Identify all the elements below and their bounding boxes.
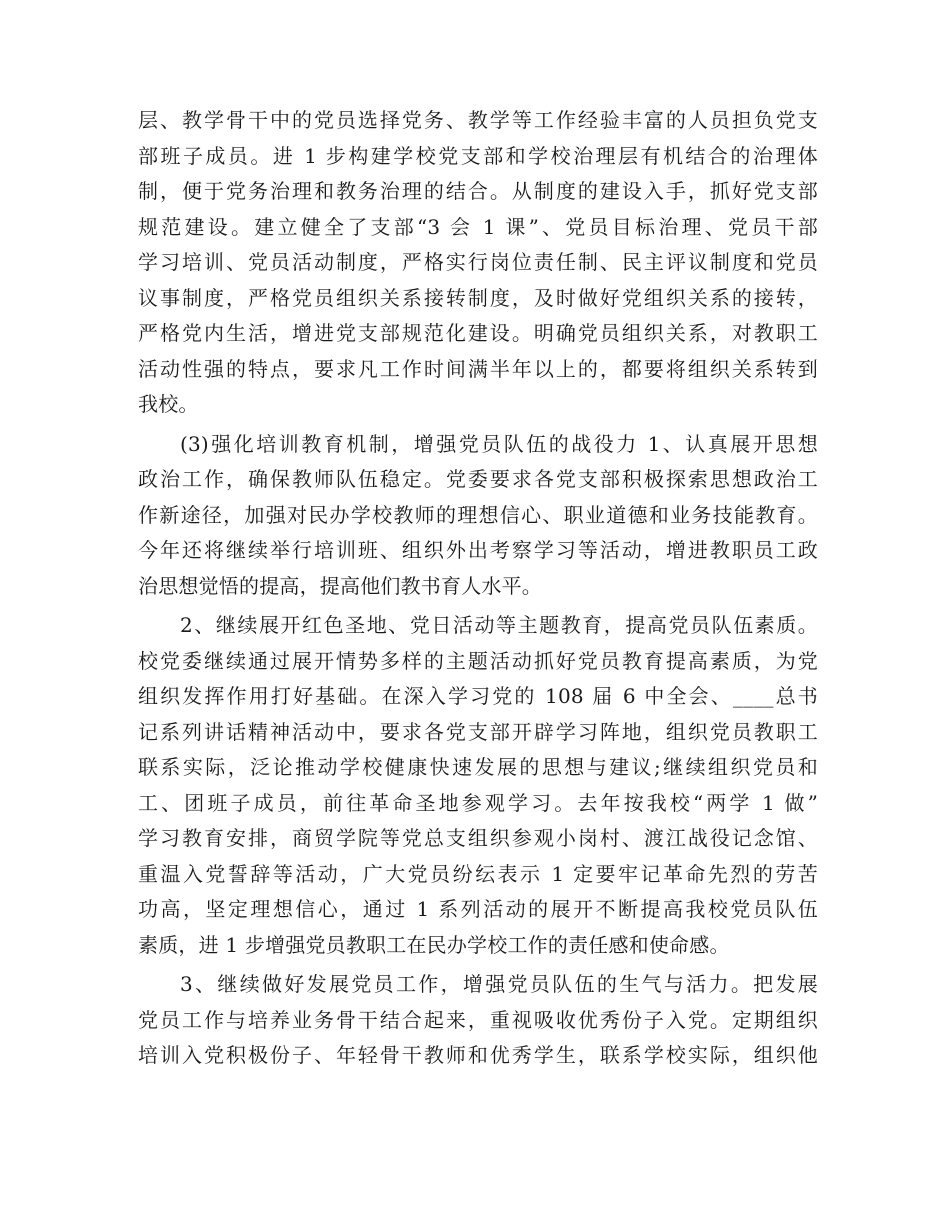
text-line: 培训入党积极份子、年轻骨干教师和优秀学生，联系学校实际，组织他 [138,1043,818,1067]
text-line: 党员工作与培养业务骨干结合起来，重视吸收优秀份子入党。定期组织 [138,1007,818,1032]
text-line: 学习教育安排，商贸学院等党总支组织参观小岗村、渡江战役记念馆、 [138,826,818,850]
text-line: 层、教学骨干中的党员选择党务、教学等工作经验丰富的人员担负党支 [138,108,818,132]
text-line: 工、团班子成员，前往革命圣地参观学习。去年按我校“两学 1 做” [138,790,818,815]
text-line: 功高，坚定理想信心，通过 1 系列活动的展开不断提高我校党员队伍 [138,897,818,921]
text-line: (3)强化培训教育机制，增强党员队伍的战役力 1、认真展开思想 [180,431,818,456]
text-line: 严格党内生活，增进党支部规范化建设。明确党员组织关系，对教职工 [138,321,818,345]
text-line: 2、继续展开红色圣地、党日活动等主题教育，提高党员队伍素质。 [180,613,818,637]
text-line: 素质，进 1 步增强党员教职工在民办学校工作的责任感和使命感。 [138,932,730,957]
text-line: 记系列讲话精神活动中，要求各党支部开辟学习阵地，组织党员教职工 [138,719,818,744]
text-line: 组织发挥作用打好基础。在深入学习党的 108 届 6 中全会、____总书 [138,684,818,708]
text-line: 重温入党誓辞等活动，广大党员纷纭表示 1 定要牢记革命先烈的劳苦 [138,861,818,886]
text-line: 规范建设。建立健全了支部“3 会 1 课”、党员目标治理、党员干部 [138,214,818,239]
text-line: 我校。 [138,392,199,416]
text-line: 校党委继续通过展开情势多样的主题活动抓好党员教育提高素质，为党 [138,648,818,673]
paragraph-4 [138,967,818,1074]
text-line: 部班子成员。进 1 步构建学校党支部和学校治理层有机结合的治理体 [138,143,818,168]
text-line: 作新途径，加强对民办学校教师的理想信心、职业道德和业务技能教育。 [138,502,818,527]
paragraph-3 [138,608,818,963]
text-line: 活动性强的特点，要求凡工作时间满半年以上的，都要将组织关系转到 [138,356,818,381]
text-line: 今年还将继续举行培训班、组织外出考察学习等活动，增进教职员工政 [138,538,818,562]
text-line: 联系实际，泛论推动学校健康快速发展的思想与建议;继续组织党员和 [138,755,818,779]
paragraph-1 [138,103,818,423]
text-line: 学习培训、党员活动制度，严格实行岗位责任制、民主评议制度和党员 [138,250,818,274]
text-line: 议事制度，严格党员组织关系接转制度，及时做好党组织关系的接转， [138,285,818,310]
text-line: 治思想觉悟的提高，提高他们教书育人水平。 [138,573,542,598]
document-body [138,103,818,1074]
paragraph-2 [138,427,818,605]
text-line: 制，便于党务治理和教务治理的结合。从制度的建设入手，抓好党支部 [138,179,818,203]
text-line: 3、继续做好发展党员工作，增强党员队伍的生气与活力。把发展 [180,972,818,996]
text-line: 政治工作，确保教师队伍稳定。党委要求各党支部积极探索思想政治工 [138,467,818,491]
